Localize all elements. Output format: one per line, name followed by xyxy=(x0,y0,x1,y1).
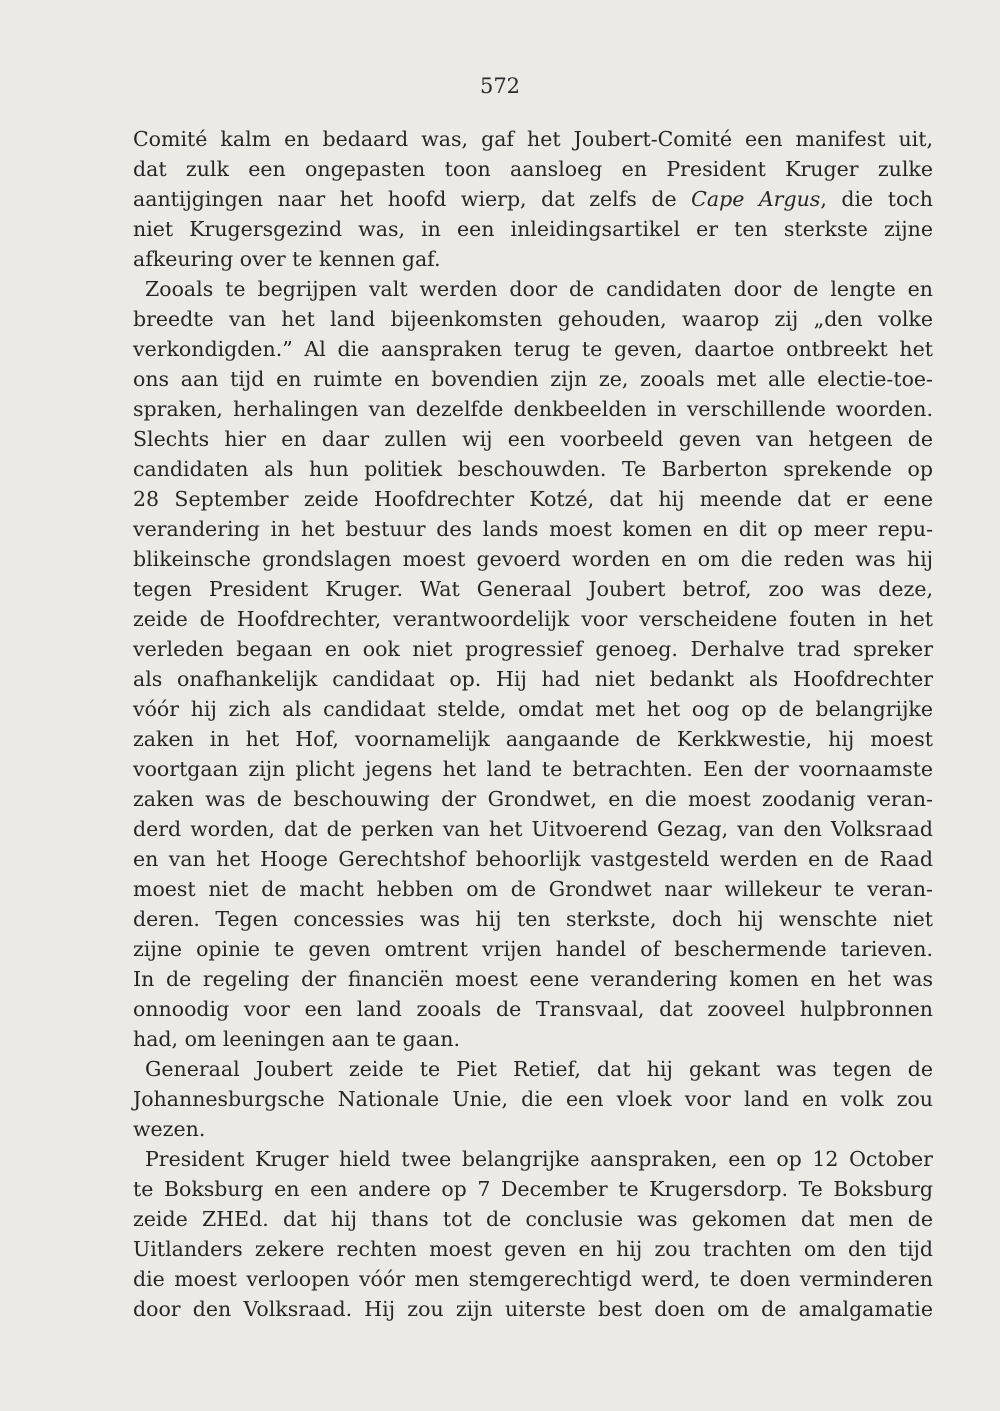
text-line: Zooals te begrijpen valt werden door de candidaten door de lengte en xyxy=(145,277,933,301)
text-line: candidaten als hun politiek beschouwden. Te Barberton sprekende op xyxy=(133,457,933,481)
text-line: zaken in het Hof, voornamelijk aangaande de Kerkkwestie, hij moest xyxy=(133,727,933,751)
text-line: President Kruger hield twee belangrijke aanspraken, een op 12 October xyxy=(145,1147,933,1171)
text-line: Johannesburgsche Nationale Unie, die een vloek voor land en volk zou xyxy=(133,1087,933,1111)
text-line: spraken, herhalingen van dezelfde denkbeelden in verschillende woorden. xyxy=(133,397,933,421)
text-line: onnoodig voor een land zooals de Transvaal, dat zooveel hulpbronnen xyxy=(133,997,933,1021)
text-line: zeide de Hoofdrechter, verantwoordelijk voor verscheidene fouten in het xyxy=(133,607,933,631)
text-segment: aantijgingen naar het hoofd wierp, dat zelfs de xyxy=(133,187,692,211)
text-segment: , die toch xyxy=(820,187,933,211)
text-line: te Boksburg en een andere op 7 December te Krugersdorp. Te Boksburg xyxy=(133,1177,933,1201)
publication-title: Cape Argus xyxy=(691,187,821,211)
text-line: als onafhankelijk candidaat op. Hij had niet bedankt als Hoofdrechter xyxy=(133,667,933,691)
text-line: had, om leeningen aan te gaan. xyxy=(133,1027,460,1051)
text-line: verandering in het bestuur des lands moest komen en dit op meer repu- xyxy=(133,517,933,541)
text-line: Comité kalm en bedaard was, gaf het Joubert-Comité een manifest uit, xyxy=(133,127,933,151)
text-line: zijne opinie te geven omtrent vrijen handel of beschermende tarieven. xyxy=(133,937,933,961)
body-text xyxy=(133,124,933,1324)
text-line: Generaal Joubert zeide te Piet Retief, dat hij gekant was tegen de xyxy=(145,1057,933,1081)
text-line: wezen. xyxy=(133,1117,206,1141)
text-line: dat zulk een ongepasten toon aansloeg en President Kruger zulke xyxy=(133,157,933,181)
text-line: moest niet de macht hebben om de Grondwet naar willekeur te veran- xyxy=(133,877,933,901)
text-line: voortgaan zijn plicht jegens het land te betrachten. Een der voornaamste xyxy=(133,757,933,781)
text-line: afkeuring over te kennen gaf. xyxy=(133,247,441,271)
page-number: 572 xyxy=(479,74,521,98)
text-line: niet Krugersgezind was, in een inleidingsartikel er ten sterkste zijne xyxy=(133,217,933,241)
text-line: derd worden, dat de perken van het Uitvoerend Gezag, van den Volksraad xyxy=(133,817,933,841)
text-line: blikeinsche grondslagen moest gevoerd worden en om die reden was hij xyxy=(133,547,933,571)
text-line xyxy=(133,184,933,214)
text-line: door den Volksraad. Hij zou zijn uiterste best doen om de amalgamatie xyxy=(133,1297,933,1321)
text-line: verleden begaan en ook niet progressief genoeg. Derhalve trad spreker xyxy=(133,637,933,661)
text-line: zaken was de beschouwing der Grondwet, en die moest zoodanig veran- xyxy=(133,787,933,811)
text-line: breedte van het land bijeenkomsten gehouden, waarop zij „den volke xyxy=(133,307,933,331)
text-line: verkondigden.” Al die aanspraken terug te geven, daartoe ontbreekt het xyxy=(133,337,933,361)
text-line: tegen President Kruger. Wat Generaal Joubert betrof, zoo was deze, xyxy=(133,577,933,601)
text-line: In de regeling der financiën moest eene verandering komen en het was xyxy=(133,967,933,991)
text-line: Slechts hier en daar zullen wij een voorbeeld geven van hetgeen de xyxy=(133,427,933,451)
text-line: en van het Hooge Gerechtshof behoorlijk vastgesteld werden en de Raad xyxy=(133,847,933,871)
text-line: vóór hij zich als candidaat stelde, omdat met het oog op de belangrijke xyxy=(133,697,933,721)
text-line: die moest verloopen vóór men stemgerechtigd werd, te doen verminderen xyxy=(133,1267,933,1291)
text-line: 28 September zeide Hoofdrechter Kotzé, dat hij meende dat er eene xyxy=(133,487,933,511)
text-line: ons aan tijd en ruimte en bovendien zijn ze, zooals met alle electie-toe- xyxy=(133,367,933,391)
text-line: zeide ZHEd. dat hij thans tot de conclusie was gekomen dat men de xyxy=(133,1207,933,1231)
text-line: Uitlanders zekere rechten moest geven en hij zou trachten om den tijd xyxy=(133,1237,933,1261)
text-line: deren. Tegen concessies was hij ten sterkste, doch hij wenschte niet xyxy=(133,907,933,931)
